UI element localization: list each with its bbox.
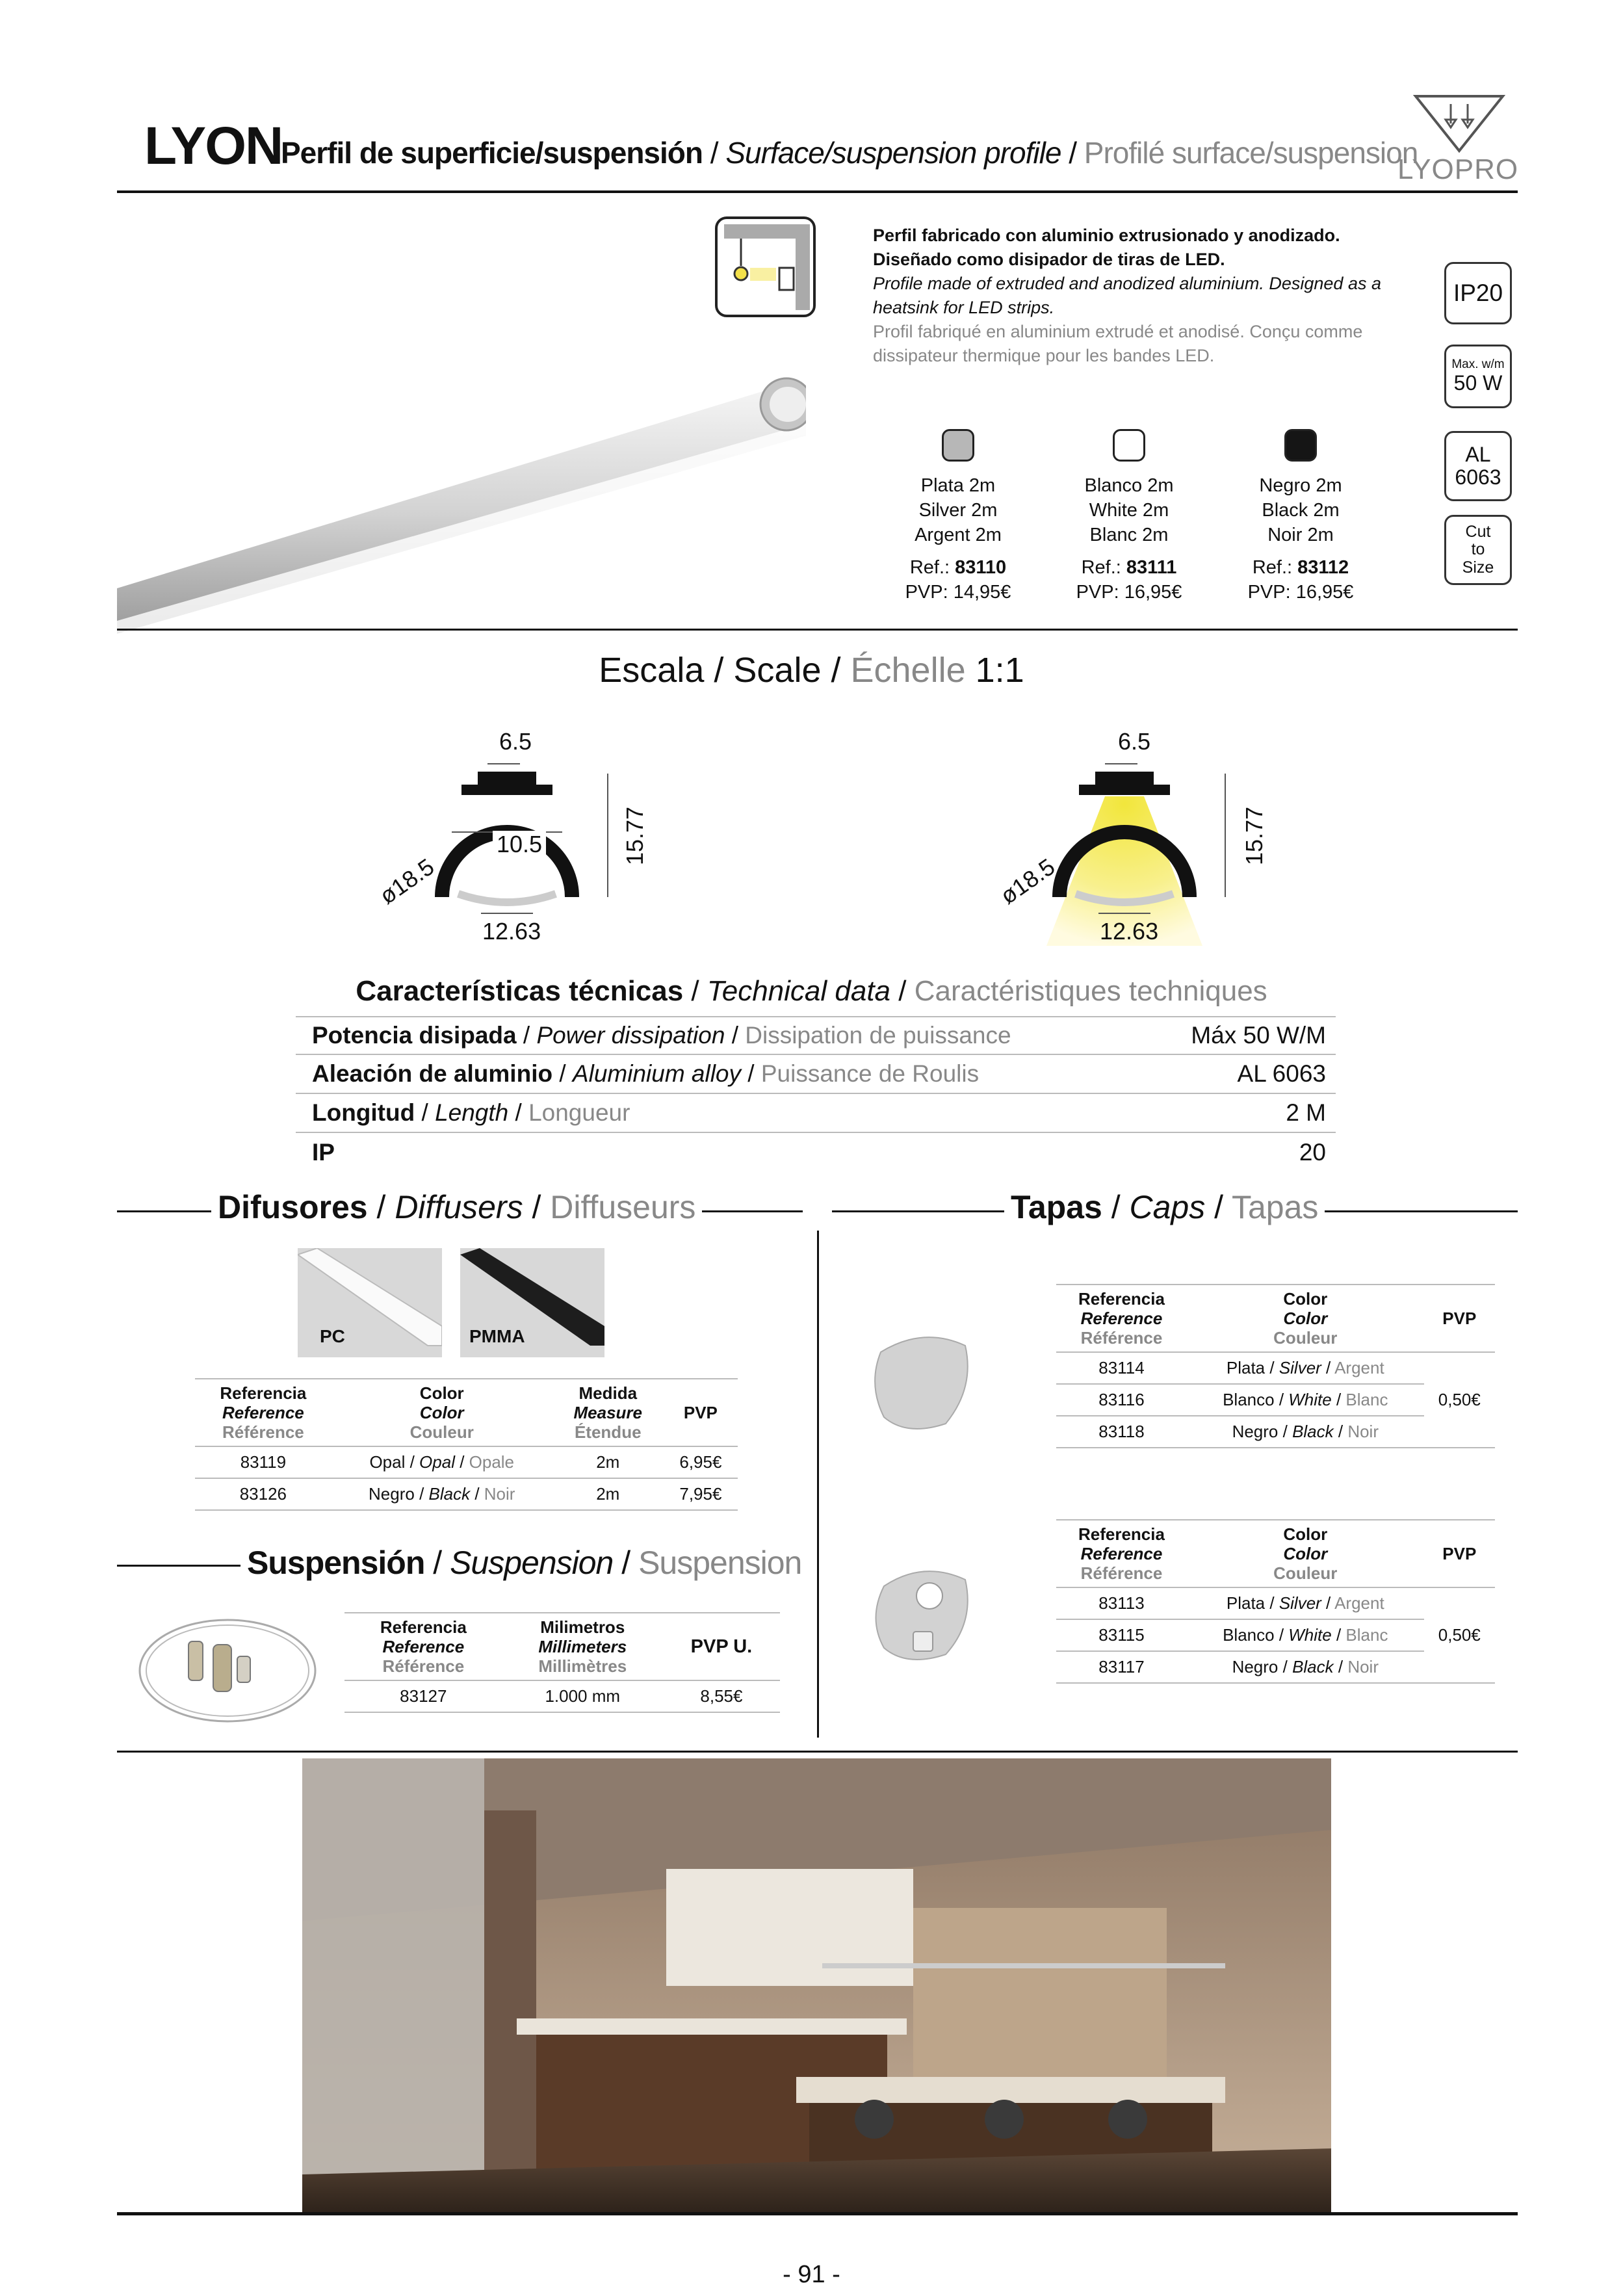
table-row: 83126 Negro / Black / Noir 2m 7,95€ [195, 1478, 738, 1510]
diffuser-pmma-label: PMMA [469, 1326, 525, 1346]
alloy-badge: AL 6063 [1444, 431, 1512, 501]
dim-top-2: 6.5 [1118, 728, 1151, 755]
variant-white: Blanco 2m White 2m Blanc 2m Ref.: 83111 PVP: 16,95€ [1045, 429, 1214, 605]
dim-height-1: 15.77 [621, 806, 649, 866]
column-divider [817, 1231, 819, 1738]
application-icon [715, 216, 816, 317]
scale-title: Escala / Scale / Échelle 1:1 [599, 651, 1024, 690]
dim-diameter-1: ø18.5 [374, 853, 439, 909]
table-row: 83119 Opal / Opal / Opale 2m 6,95€ [195, 1446, 738, 1478]
page-title: LYON [144, 116, 283, 176]
max-power-badge: Max. w/m 50 W [1444, 345, 1512, 408]
tech-row-ip: IP 20 [312, 1139, 1326, 1166]
tech-row-alloy: Aleación de aluminio / Aluminium alloy / Puissance de Roulis AL 6063 [296, 1055, 1336, 1094]
caps-table-1: Referencia Reference Référence Color Color Couleur PVP 83114 Plata / Silver / Argent 0,50€ 83116 Blanco / White / Blanc 83118 Negro / Black / Noir [1056, 1284, 1495, 1448]
ip-badge: IP20 [1444, 262, 1512, 324]
table-row: 83127 1.000 mm 8,55€ [344, 1680, 780, 1712]
header-rule [117, 190, 1518, 193]
caps-table-2: Referencia Reference Référence Color Color Couleur PVP 83113 Plata / Silver / Argent 0,50€ 83115 Blanco / White / Blanc 83117 Negro / Black / Noir [1056, 1519, 1495, 1684]
suspension-title: Suspensión / Suspension / Suspension [240, 1544, 808, 1582]
page-subtitle: Perfil de superficie/suspensión / Surface/suspension profile / Profilé surface/suspension [281, 136, 1418, 170]
dim-inner-1: 10.5 [493, 831, 546, 858]
dim-bottom-1: 12.63 [482, 918, 541, 945]
dim-top-1: 6.5 [499, 728, 532, 755]
table-row: 83115 Blanco / White / Blanc [1056, 1619, 1495, 1651]
tech-row-length: Longitud / Length / Longueur 2 M [296, 1094, 1336, 1133]
lyopro-logo-icon [1410, 91, 1508, 156]
section-rule [117, 629, 1518, 631]
diffuser-pc-label: PC [320, 1326, 345, 1346]
caps-title: Tapas / Caps / Tapas [1004, 1188, 1325, 1226]
dim-height-2: 15.77 [1241, 806, 1268, 866]
diffusers-table: Referencia Reference Référence Color Color Couleur Medida Measure Étendue PVP 83119 Opal / Opal / Opale 2m 6,95€ 83126 Negro / Black / Noir 2m 7,95€ [195, 1378, 738, 1511]
kitchen-photo [302, 1758, 1331, 2213]
cut-to-size-badge: Cut to Size [1444, 515, 1512, 585]
table-row: 83116 Blanco / White / Blanc [1056, 1384, 1495, 1416]
dim-bottom-2: 12.63 [1100, 918, 1159, 945]
silver-swatch [942, 429, 974, 462]
table-row: 83113 Plata / Silver / Argent 0,50€ [1056, 1587, 1495, 1619]
profile-product-image [117, 364, 806, 637]
tech-title: Características técnicas / Technical data / Caractéristiques techniques [356, 975, 1267, 1007]
variant-silver: Plata 2m Silver 2m Argent 2m Ref.: 83110 PVP: 14,95€ [874, 429, 1043, 605]
tech-row-power: Potencia disipada / Power dissipation / Dissipation de puissance Máx 50 W/M [296, 1016, 1336, 1055]
product-description: Perfil fabricado con aluminio extrusionado y anodizado. Diseñado como disipador de tiras de LED. Profile made of extruded and anodized aluminium. Designed as a heatsink for LED strips. Profil fabriqué en aluminium extrudé et anodisé. Conçu comme dissipateur thermique pour les bandes LED. [873, 226, 1381, 365]
cap-closed-image [868, 1326, 978, 1437]
table-row: 83114 Plata / Silver / Argent 0,50€ [1056, 1352, 1495, 1384]
footer-rule [117, 2212, 1518, 2215]
cap-with-hole-image [868, 1557, 978, 1667]
dim-diameter-2: ø18.5 [995, 853, 1060, 909]
white-swatch [1113, 429, 1145, 462]
page-number: - 91 - [783, 2261, 840, 2288]
suspension-kit-image [130, 1606, 325, 1736]
table-row: 83117 Negro / Black / Noir [1056, 1651, 1495, 1683]
black-swatch [1284, 429, 1317, 462]
section-rule-bottom [117, 1751, 1518, 1753]
suspension-table: Referencia Reference Référence Milimetros Millimeters Millimètres PVP U. 83127 1.000 mm 8,55€ [344, 1612, 780, 1713]
diffusers-title: Difusores / Diffusers / Diffuseurs [211, 1188, 702, 1226]
table-row: 83118 Negro / Black / Noir [1056, 1416, 1495, 1448]
variant-black: Negro 2m Black 2m Noir 2m Ref.: 83112 PVP: 16,95€ [1216, 429, 1385, 605]
lyopro-logo-text: LYOPRO [1397, 153, 1519, 185]
